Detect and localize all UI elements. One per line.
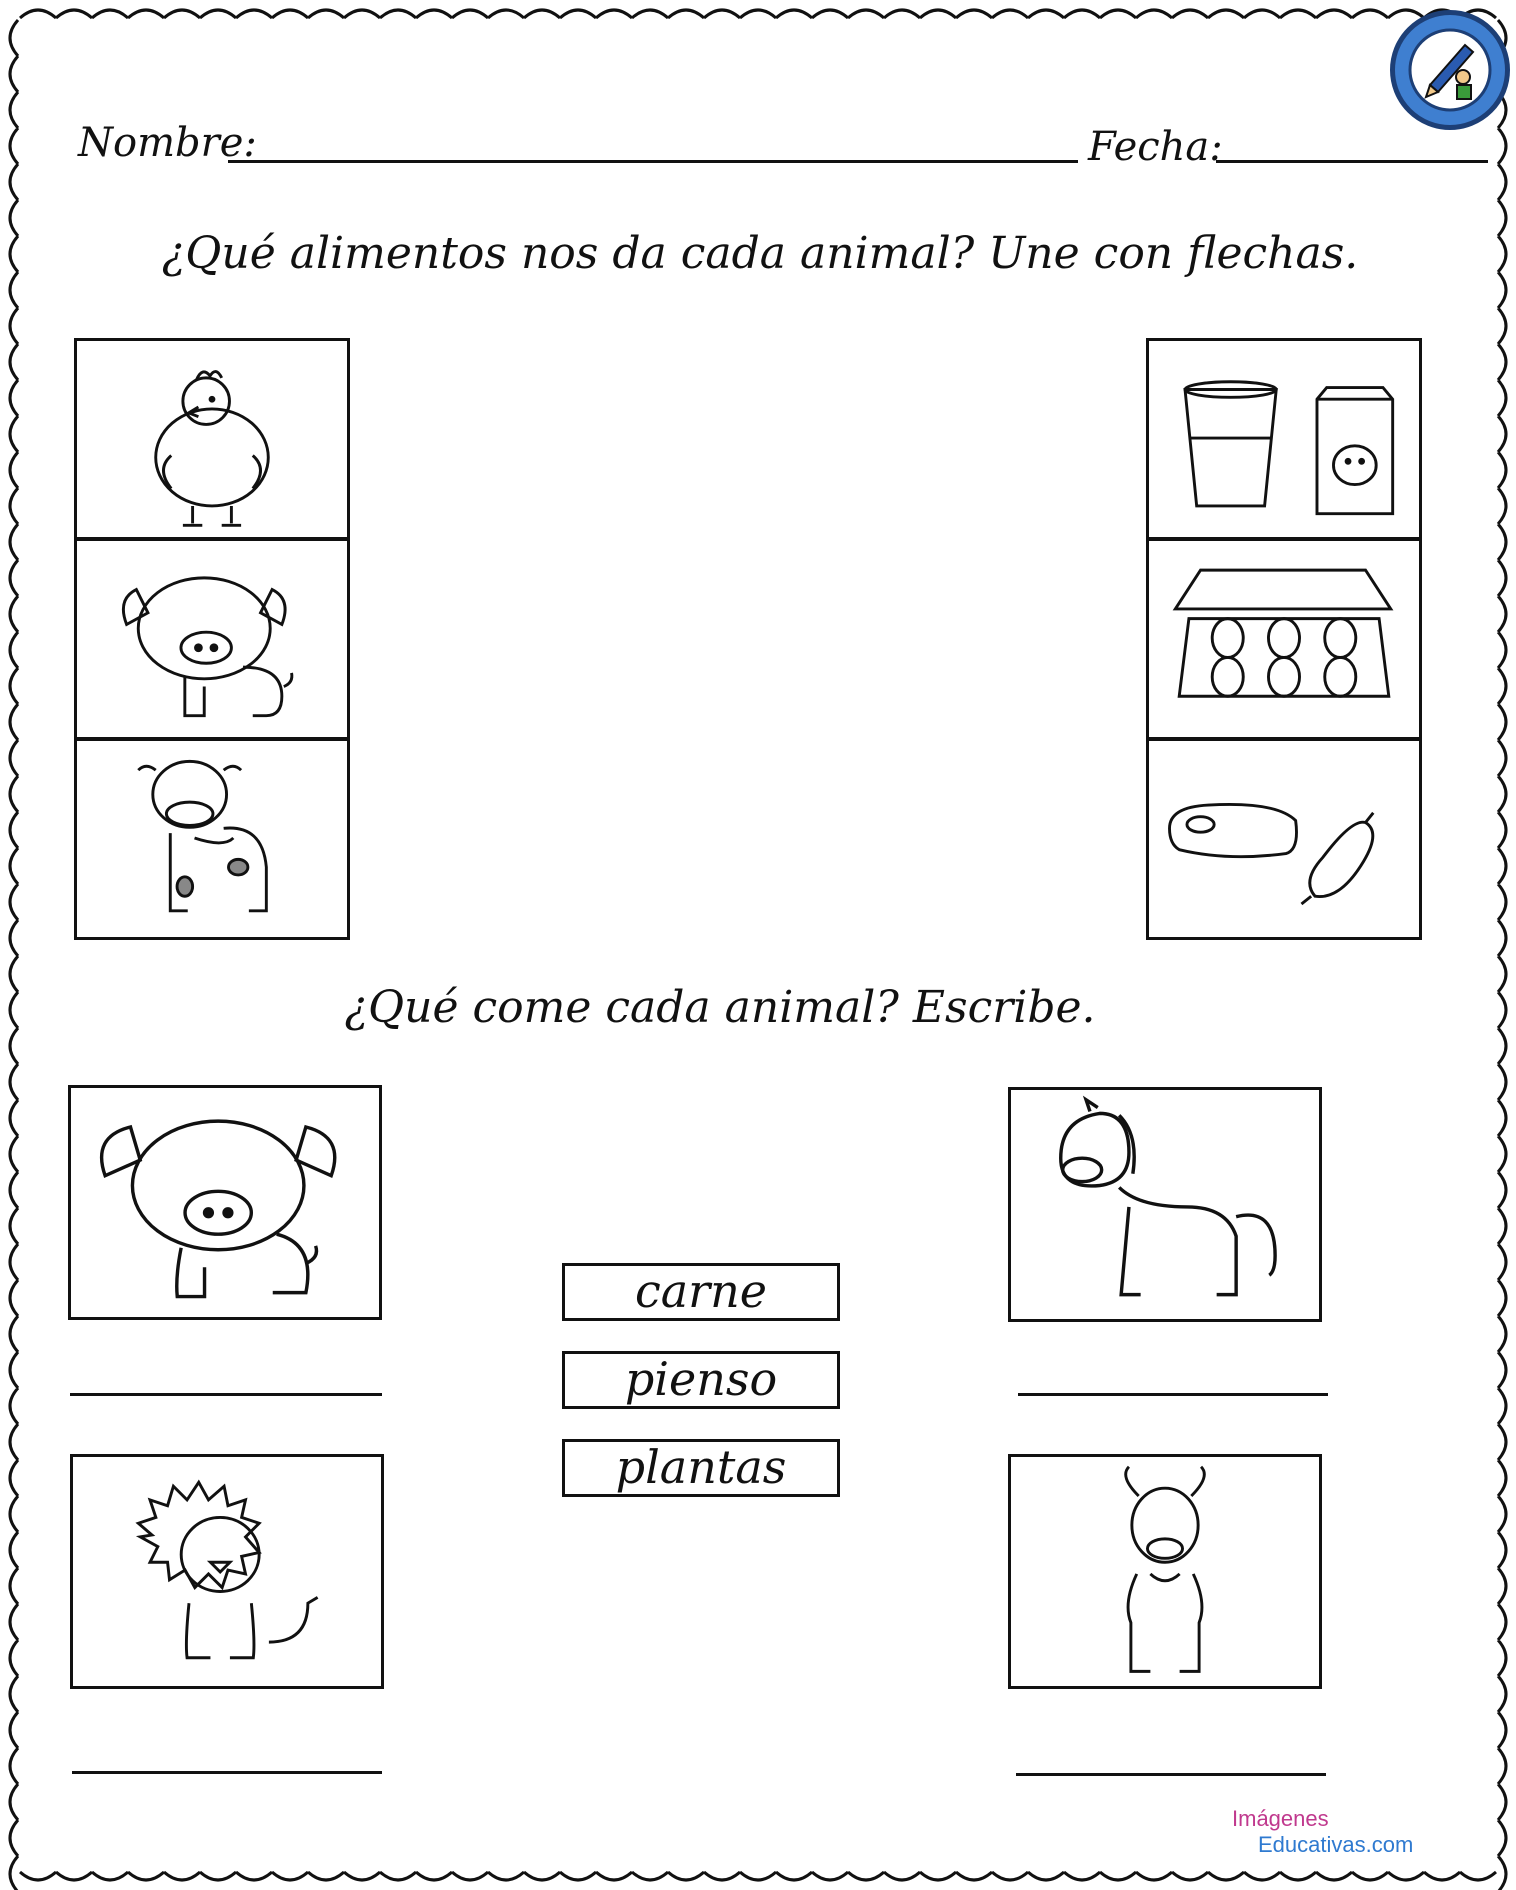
- animal-cell-hen[interactable]: [74, 338, 350, 540]
- horse-icon: [1011, 1090, 1319, 1319]
- lion-icon: [73, 1457, 381, 1686]
- name-label: Nombre:: [78, 120, 257, 166]
- cow-icon: [77, 741, 347, 937]
- answer-line-horse[interactable]: [1018, 1393, 1328, 1396]
- watermark-educativas: Educativas.com: [1258, 1832, 1414, 1857]
- watermark-imagenes: Imágenes: [1232, 1806, 1329, 1831]
- date-line[interactable]: [1216, 160, 1488, 163]
- section1-instruction: ¿Qué alimentos nos da cada animal? Une con flechas.: [161, 228, 1359, 279]
- animal-cell-pig[interactable]: [74, 538, 350, 740]
- word-carne[interactable]: carne: [562, 1263, 840, 1321]
- food-cell-milk[interactable]: [1146, 338, 1422, 540]
- animal-card-lion[interactable]: [70, 1454, 384, 1689]
- eggs-icon: [1149, 541, 1419, 737]
- food-cell-meat[interactable]: [1146, 738, 1422, 940]
- food-cell-eggs[interactable]: [1146, 538, 1422, 740]
- name-line[interactable]: [228, 160, 1078, 163]
- animal-card-pig[interactable]: [68, 1085, 382, 1320]
- date-label: Fecha:: [1088, 124, 1223, 170]
- hen-icon: [77, 341, 347, 537]
- imagenes-educativas-logo: [1390, 10, 1510, 130]
- watermark-line2: [1258, 1832, 1413, 1858]
- pig-icon: [77, 541, 347, 737]
- milk-icon: [1149, 341, 1419, 537]
- goat-icon: [1011, 1457, 1319, 1686]
- animal-cell-cow[interactable]: [74, 738, 350, 940]
- answer-line-lion[interactable]: [72, 1771, 382, 1774]
- watermark-line1: [1232, 1806, 1329, 1832]
- word-plantas[interactable]: plantas: [562, 1439, 840, 1497]
- answer-line-goat[interactable]: [1016, 1773, 1326, 1776]
- pig-icon: [71, 1088, 379, 1317]
- meat-icon: [1149, 741, 1419, 937]
- animal-card-horse[interactable]: [1008, 1087, 1322, 1322]
- section2-instruction: ¿Qué come cada animal? Escribe.: [344, 982, 1096, 1033]
- word-pienso[interactable]: pienso: [562, 1351, 840, 1409]
- answer-line-pig[interactable]: [70, 1393, 382, 1396]
- animal-card-goat[interactable]: [1008, 1454, 1322, 1689]
